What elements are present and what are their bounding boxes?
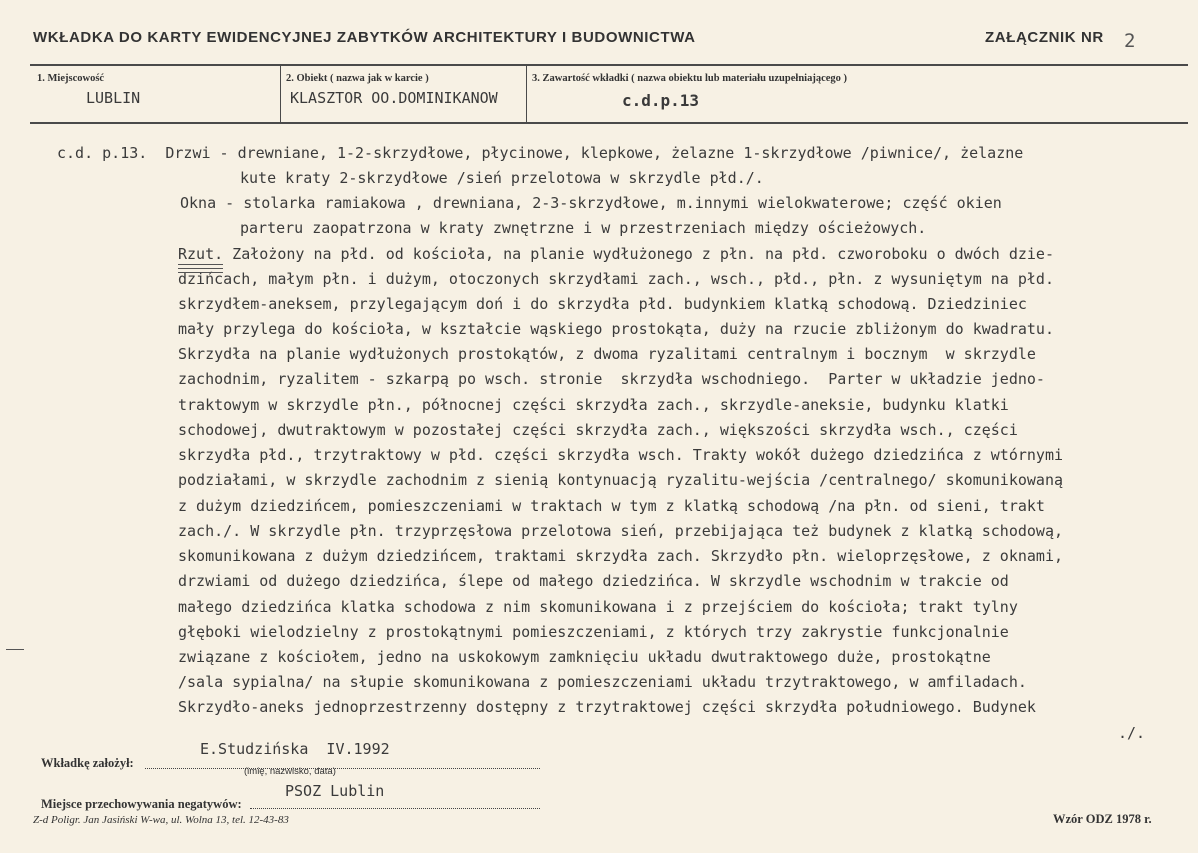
body-line-13: skrzydła płd., trzytraktowy w płd. części skrzydła wsch. Trakty wokół dużego dziedzińca z wtórnymi <box>178 446 1064 464</box>
body-line-23: Skrzydło-aneks jednoprzestrzenny dostępny z trzytraktowej części skrzydła południowego. Budynek <box>178 698 1036 716</box>
body-line-11: traktowym w skrzydle płn., północnej części skrzydła zach., skrzydle-aneksie, budynku klatki <box>178 396 1009 414</box>
rzut-underline-3 <box>178 272 223 273</box>
body-line-6: dzińcach, małym płn. i dużym, otoczonych skrzydłami zach., wsch., płd., płn. z wysuniętym na płd. <box>178 270 1054 288</box>
object-value: KLASZTOR OO.DOMINIKANOW <box>290 89 498 107</box>
rzut-underline-2 <box>178 268 223 269</box>
rzut-underline-1 <box>178 264 223 265</box>
contents-label: 3. Zawartość wkładki ( nazwa obiektu lub materiału uzupełniającego ) <box>532 73 848 84</box>
body-line-2: kute kraty 2-skrzydłowe /sień przelotowa w skrzydle płd./. <box>240 169 764 187</box>
form-identifier: Wzór ODZ 1978 r. <box>1053 812 1152 826</box>
locality-label: 1. Miejscowość <box>37 73 105 84</box>
negatives-dotted-line <box>250 808 540 809</box>
field-divider-1 <box>280 65 281 123</box>
insert-author-dotted-line <box>145 768 540 769</box>
body-line-7: skrzydłem-aneksem, przylegającym doń i do skrzydła płd. budynkiem klatką schodową. Dziedziniec <box>178 295 1027 313</box>
object-label: 2. Obiekt ( nazwa jak w karcie ) <box>286 73 429 84</box>
body-line-1: c.d. p.13. Drzwi - drewniane, 1-2-skrzydłowe, płycinowe, klepkowe, żelazne 1-skrzydłowe /piwnice/, żelazne <box>57 144 1024 162</box>
body-line-19: małego dziedzińca klatka schodowa z nim skomunikowana i z przejściem do kościoła; trakt tylny <box>178 598 1018 616</box>
body-line-16: zach./. W skrzydle płn. trzyprzęsłowa przelotowa sień, przebijająca też budynek z klatką schodową, <box>178 522 1064 540</box>
field-box-top-rule <box>30 64 1188 66</box>
body-line-24: ./. <box>1118 724 1146 742</box>
body-line-3: Okna - stolarka ramiakowa , drewniana, 2-3-skrzydłowe, m.innymi wielokwaterowe; część okien <box>180 194 1002 212</box>
insert-author-label: Wkładkę założył: <box>41 756 134 770</box>
locality-value: LUBLIN <box>86 89 141 107</box>
printer-imprint: Z-d Poligr. Jan Jasiński W-wa, ul. Wolna 13, tel. 12-43-83 <box>33 814 289 826</box>
field-box-bottom-rule <box>30 122 1188 124</box>
attachment-number: 2 <box>1124 30 1136 52</box>
negatives-label: Miejsce przechowywania negatywów: <box>41 797 242 811</box>
form-title: WKŁADKA DO KARTY EWIDENCYJNEJ ZABYTKÓW ARCHITEKTURY I BUDOWNICTWA <box>33 29 696 46</box>
body-line-10: zachodnim, ryzalitem - szkarpą po wsch. stronie skrzydła wschodniego. Parter w układzie jedno- <box>178 370 1045 388</box>
body-line-14: podziałami, w skrzydle zachodnim z sienią kontynuacją ryzalitu-wejścia /centralnego/ skomunikowaną <box>178 471 1064 489</box>
body-line-4: parteru zaopatrzona w kraty zwnętrzne i w przestrzeniach między ościeżowych. <box>240 219 927 237</box>
negatives-value: PSOZ Lublin <box>285 782 385 800</box>
insert-author-value: E.Studzińska IV.1992 <box>200 740 390 758</box>
body-line-17: skomunikowana z dużym dziedzińcem, traktami skrzydła zach. Skrzydło płn. wieloprzęsłowe, z oknami, <box>178 547 1064 565</box>
body-line-20: głęboki wielodzielny z prostokątnymi pomieszczeniami, z których trzy zakrystie funkcjonalnie <box>178 623 1009 641</box>
body-line-22: /sala sypialna/ na słupie skomunikowana z pomieszczeniami układu trzytraktowego, w amfiladach. <box>178 673 1027 691</box>
body-line-12: schodowej, dwutraktowym w pozostałej części skrzydła zach., większości skrzydła wsch., części <box>178 421 1018 439</box>
margin-tick <box>6 649 24 650</box>
body-line-21: związane z kościołem, jedno na uskokowym zamknięciu układu dwutraktowego duże, prostokątne <box>178 648 991 666</box>
insert-author-caption: (imię, nazwisko, data) <box>244 766 336 777</box>
attachment-label: ZAŁĄCZNIK NR <box>985 29 1104 46</box>
body-line-18: drzwiami od dużego dziedzińca, ślepe od małego dziedzińca. W skrzydle wschodnim w trakcie od <box>178 572 1009 590</box>
contents-value: c.d.p.13 <box>622 91 700 110</box>
body-line-15: z dużym dziedzińcem, pomieszczeniami w traktach w tym z klatką schodową /na płn. od sieni, trakt <box>178 497 1045 515</box>
field-divider-2 <box>526 65 527 123</box>
body-line-9: Skrzydła na planie wydłużonych prostokątów, z dwoma ryzalitami centralnym i bocznym w skrzydle <box>178 345 1036 363</box>
body-line-5: Rzut. Założony na płd. od kościoła, na planie wydłużonego z płn. na płd. czworoboku o dwóch dzie- <box>178 245 1054 263</box>
body-line-8: mały przylega do kościoła, w kształcie wąskiego prostokąta, duży na rzucie zbliżonym do kwadratu. <box>178 320 1054 338</box>
